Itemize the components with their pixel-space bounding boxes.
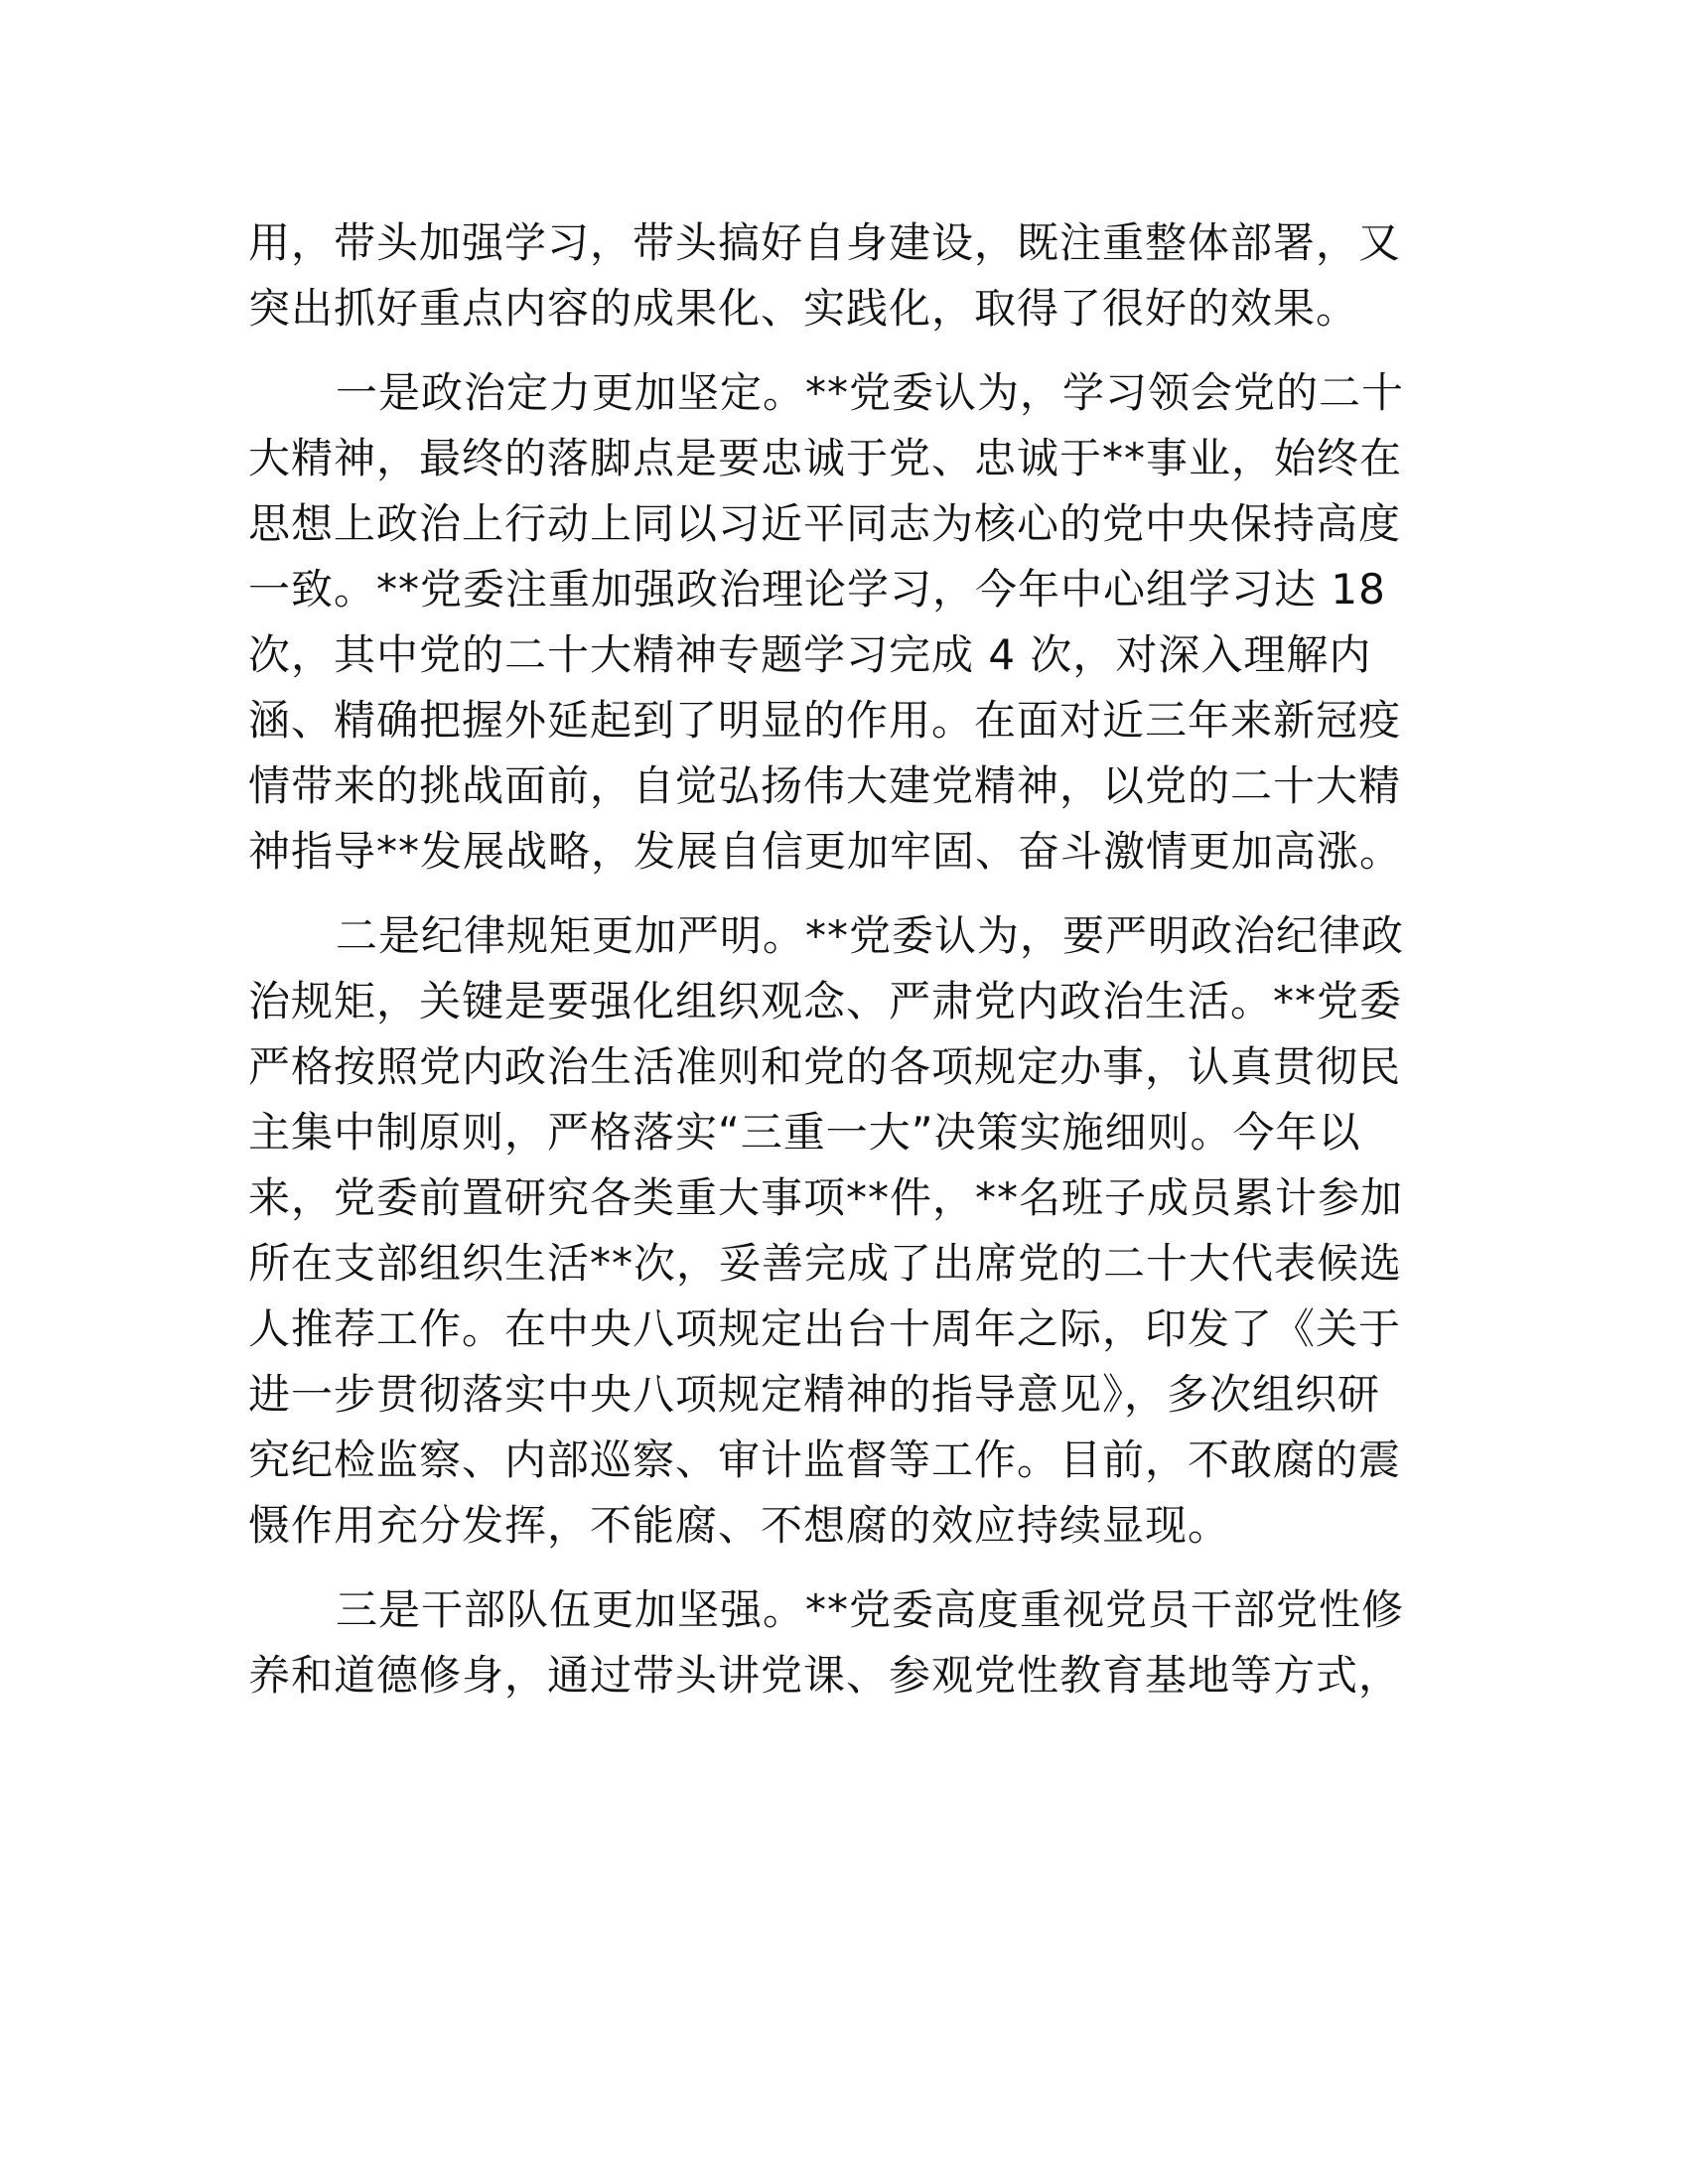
text-line: 用，带头加强学习，带头搞好自身建设，既注重整体部署，又 — [248, 218, 1402, 267]
text-line: 二是纪律规矩更加严明。**党委认为，要严明政治纪律政 — [336, 911, 1405, 960]
text-line: 治规矩，关键是要强化组织观念、严肃党内政治生活。**党委 — [248, 977, 1403, 1025]
text-line: 所在支部组织生活**次，妥善完成了出席党的二十大代表候选 — [248, 1239, 1403, 1288]
text-line: 一是政治定力更加坚定。**党委认为，学习领会党的二十 — [336, 368, 1405, 417]
paragraph-political-stance — [248, 360, 1440, 885]
text-line: 次，其中党的二十大精神专题学习完成 4 次，对深入理解内 — [248, 630, 1372, 679]
document-body — [248, 210, 1440, 1727]
text-line: 究纪检监察、内部巡察、审计监督等工作。目前，不敢腐的震 — [248, 1435, 1402, 1484]
text-line: 突出抓好重点内容的成果化、实践化，取得了很好的效果。 — [248, 284, 1359, 333]
paragraph-cadre-team — [248, 1577, 1440, 1708]
text-line: 来，党委前置研究各类重大事项**件，**名班子成员累计参加 — [248, 1173, 1404, 1222]
text-line: 主集中制原则，严格落实“三重一大”决策实施细则。今年以 — [248, 1108, 1361, 1157]
text-line: 涵、精确把握外延起到了明显的作用。在面对近三年来新冠疫 — [248, 696, 1402, 745]
paragraph-continuation — [248, 210, 1440, 341]
text-line: 养和道德修身，通过带头讲党课、参观党性教育基地等方式， — [248, 1651, 1402, 1700]
paragraph-discipline — [248, 903, 1440, 1559]
text-line: 思想上政治上行动上同以习近平同志为核心的党中央保持高度 — [248, 499, 1402, 548]
text-line: 神指导**发展战略，发展自信更加牢固、奋斗激情更加高涨。 — [248, 827, 1403, 876]
text-line: 人推荐工作。在中央八项规定出台十周年之际，印发了《关于 — [248, 1304, 1402, 1353]
text-line: 严格按照党内政治生活准则和党的各项规定办事，认真贯彻民 — [248, 1042, 1402, 1091]
text-line: 进一步贯彻落实中央八项规定精神的指导意见》，多次组织研 — [248, 1370, 1381, 1419]
text-line: 情带来的挑战面前，自觉弘扬伟大建党精神，以党的二十大精 — [248, 761, 1402, 810]
text-line: 大精神，最终的落脚点是要忠诚于党、忠诚于**事业，始终在 — [248, 434, 1403, 482]
text-line: 三是干部队伍更加坚强。**党委高度重视党员干部党性修 — [336, 1585, 1405, 1634]
text-line: 一致。**党委注重加强政治理论学习，今年中心组学习达 18 — [248, 565, 1386, 614]
text-line: 慑作用充分发挥，不能腐、不想腐的效应持续显现。 — [248, 1501, 1231, 1550]
